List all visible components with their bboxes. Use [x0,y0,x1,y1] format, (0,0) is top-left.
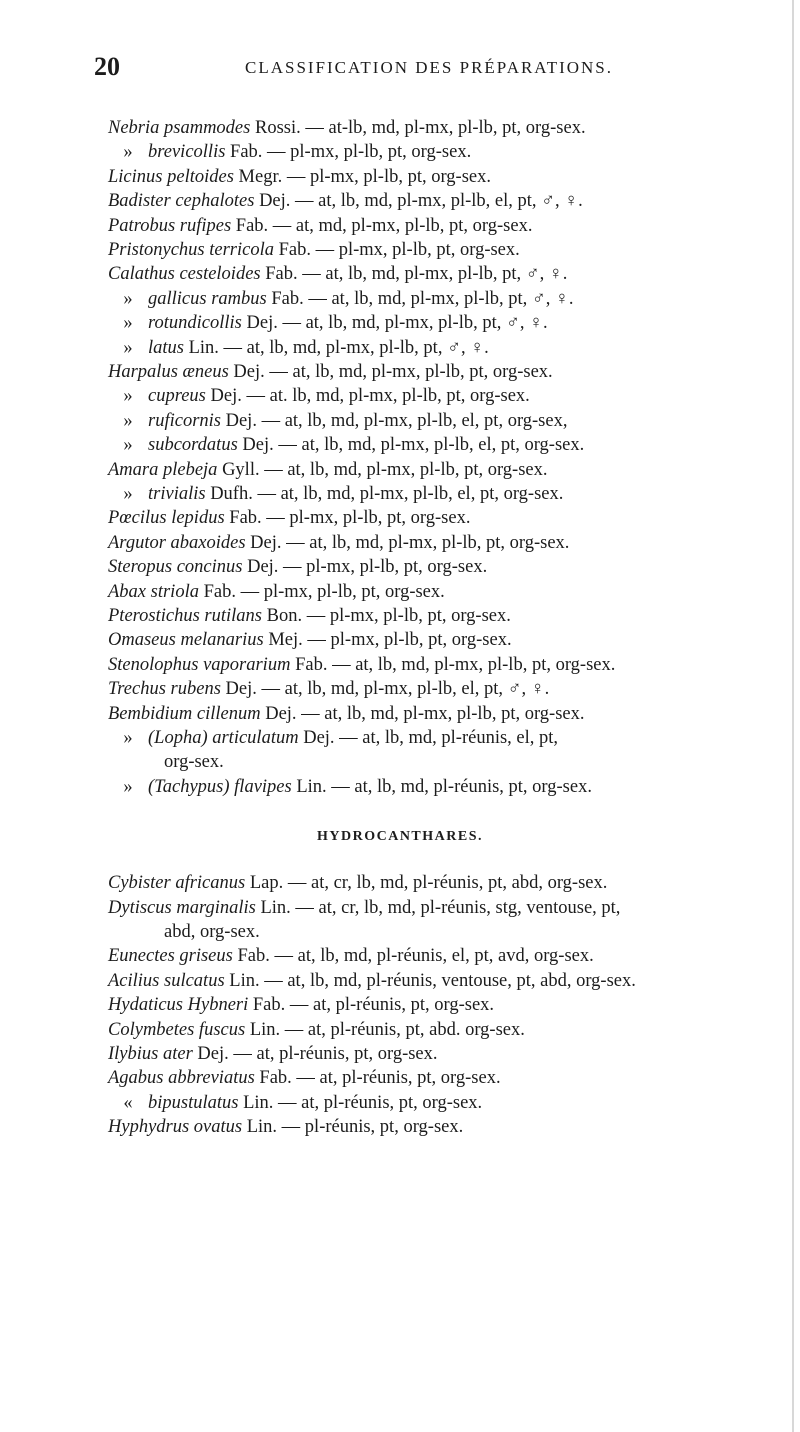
species-entry [108,896,780,944]
species-entry [108,140,780,164]
species-entry [108,1066,780,1090]
page-number: 20 [94,52,120,81]
species-details: Lin. — pl-réunis, pt, org-sex. [242,1117,464,1138]
species-name: brevicollis [148,142,226,163]
species-entry [108,165,780,189]
species-details: Dej. — at, lb, md, pl-réunis, el, pt, [298,728,559,748]
species-entry [108,969,780,993]
species-details: Fab. — pl-mx, pl-lb, pt, org-sex. [224,508,471,529]
species-details: Dej. — at, lb, md, pl-mx, pl-lb, pt, org-sex. [245,532,570,553]
ditto-mark: » [123,386,133,407]
species-entry [108,580,780,604]
species-entry [108,993,780,1017]
species-details: Dej. — at, lb, md, pl-mx, pl-lb, el, pt, ♂, ♀. [254,191,583,212]
species-name: rotundicollis [148,313,242,334]
species-details: Fab. — at, md, pl-mx, pl-lb, pt, org-sex. [231,215,533,236]
species-details: Megr. — pl-mx, pl-lb, pt, org-sex. [233,166,492,187]
species-details: Lin. — at, lb, md, pl-réunis, pt, org-sex. [291,776,592,797]
species-details: Fab. — pl-mx, pl-lb, pt, org-sex. [225,142,472,163]
species-name: Hyphydrus ovatus [108,1117,243,1138]
page-header [94,52,764,84]
species-details: Gyll. — at, lb, md, pl-mx, pl-lb, pt, org-sex. [217,459,548,480]
species-entry [108,1042,780,1066]
species-details: Dej. — at, lb, md, pl-mx, pl-lb, el, pt, org-sex, [220,410,568,431]
species-entry [108,628,780,652]
species-entry [108,653,780,677]
ditto-mark: » [123,484,133,504]
species-details: Lin. — at, pl-réunis, pt, org-sex. [238,1092,483,1113]
species-name: gallicus rambus [148,288,267,309]
species-entry [108,409,780,433]
species-entry [108,944,780,968]
species-name: Steropus concinus [108,557,243,578]
species-name: Stenolophus vaporarium [108,654,291,675]
species-name: Eunectes griseus [108,946,233,967]
species-entry [108,189,780,213]
ditto-mark: » [123,776,133,797]
species-name: Ilybius ater [108,1044,193,1064]
species-name: Licinus peltoides [108,166,234,187]
species-entry [108,1115,780,1139]
species-details: Fab. — at, lb, md, pl-mx, pl-lb, pt, ♂, ♀. [260,264,568,285]
species-details: Fab. — at, lb, md, pl-réunis, el, pt, avd, org-sex. [232,946,594,967]
species-name: Dytiscus marginalis [108,897,256,918]
species-name: Acilius sulcatus [108,970,225,991]
species-details: Lin. — at, lb, md, pl-réunis, ventouse, pt, abd, org-sex. [224,970,636,991]
ditto-mark: » [123,337,133,358]
species-entry [108,360,780,384]
species-name: Bembidium cillenum [108,703,261,724]
species-details: Fab. — at, lb, md, pl-mx, pl-lb, pt, ♂, ♀. [266,288,574,309]
species-name: Badister cephalotes [108,191,255,212]
species-name: Pristonychus terricola [108,240,274,260]
species-details-continued: org-sex. [164,752,224,772]
species-name: Colymbetes fuscus [108,1019,246,1040]
species-name: (Lopha) articulatum [148,728,299,748]
species-details: Bon. — pl-mx, pl-lb, pt, org-sex. [262,606,511,626]
species-details: Dej. — at, lb, md, pl-mx, pl-lb, pt, ♂, ♀. [241,313,548,334]
ditto-mark: » [123,288,133,309]
species-name: bipustulatus [148,1092,239,1113]
species-details: Fab. — pl-mx, pl-lb, pt, org-sex. [198,581,445,602]
species-entry [108,116,780,140]
species-details: Lap. — at, cr, lb, md, pl-réunis, pt, abd, org-sex. [245,873,608,894]
ditto-mark: » [123,728,133,748]
species-name: Nebria psammodes [108,118,251,138]
species-entry [108,384,780,408]
species-name: Amara plebeja [108,459,218,480]
species-name: Agabus abbreviatus [108,1068,255,1089]
species-name: Argutor abaxoides [108,532,246,553]
species-name: Pterostichus rutilans [108,606,262,626]
ditto-mark: » [123,313,133,334]
species-entry [108,311,780,335]
species-details: Dej. — pl-mx, pl-lb, pt, org-sex. [242,557,488,578]
species-details: Lin. — at, pl-réunis, pt, abd. org-sex. [245,1019,525,1040]
species-details: Rossi. — at-lb, md, pl-mx, pl-lb, pt, org-sex. [250,118,586,138]
ditto-mark: » [123,410,133,431]
running-title: CLASSIFICATION DES PRÉPARATIONS. [244,58,614,77]
species-entry [108,1091,780,1115]
species-name: Cybister africanus [108,873,246,894]
species-details: Lin. — at, cr, lb, md, pl-réunis, stg, ventouse, pt, [255,897,621,918]
section-title: HYDROCANTHARES. [316,829,483,845]
species-entry [108,458,780,482]
species-name: trivialis [148,484,206,504]
species-details: Fab. — at, lb, md, pl-mx, pl-lb, pt, org-sex. [290,654,616,675]
species-entry [108,531,780,555]
species-entry [108,262,780,286]
species-details: Fab. — pl-mx, pl-lb, pt, org-sex. [273,240,520,260]
page-edge-divider [792,0,794,1432]
species-entry [108,238,780,262]
species-details: Dej. — at, lb, md, pl-mx, pl-lb, pt, org-sex. [260,703,585,724]
species-name: Trechus rubens [108,679,221,700]
species-details: Dej. — at. lb, md, pl-mx, pl-lb, pt, org-sex. [205,386,530,407]
species-entry [108,482,780,506]
species-name: Calathus cesteloides [108,264,261,285]
species-name: latus [148,337,184,358]
species-entry [108,214,780,238]
species-details: Fab. — at, pl-réunis, pt, org-sex. [248,995,495,1016]
species-entry [108,677,780,701]
species-entry [108,1018,780,1042]
species-entry [108,287,780,311]
species-details-continued: abd, org-sex. [164,921,260,942]
species-name: subcordatus [148,435,238,456]
species-entry [108,555,780,579]
species-name: Patrobus rufipes [108,215,232,236]
species-entry [108,433,780,457]
species-name: ruficornis [148,410,221,431]
species-entry [108,506,780,530]
species-details: Dufh. — at, lb, md, pl-mx, pl-lb, el, pt, org-sex. [205,484,564,504]
species-name: Pœcilus lepidus [108,508,225,529]
ditto-mark: » [123,435,133,456]
species-name: Hydaticus Hybneri [108,995,249,1016]
species-details: Lin. — at, lb, md, pl-mx, pl-lb, pt, ♂, ♀. [183,337,489,358]
species-details: Dej. — at, pl-réunis, pt, org-sex. [192,1044,438,1064]
species-details: Dej. — at, lb, md, pl-mx, pl-lb, el, pt, ♂, ♀. [220,679,550,700]
species-entry [108,702,780,726]
ditto-mark: « [123,1092,133,1113]
species-name: Omaseus melanarius [108,630,264,651]
species-entry [108,336,780,360]
species-entry [108,726,780,774]
species-details: Fab. — at, pl-réunis, pt, org-sex. [254,1068,501,1089]
species-entry [108,604,780,628]
species-name: Abax striola [108,581,199,602]
species-name: (Tachypus) flavipes [148,776,292,797]
species-name: Harpalus æneus [108,362,229,382]
species-details: Dej. — at, lb, md, pl-mx, pl-lb, el, pt, org-sex. [237,435,585,456]
species-details: Mej. — pl-mx, pl-lb, pt, org-sex. [263,630,512,651]
species-details: Dej. — at, lb, md, pl-mx, pl-lb, pt, org-sex. [228,362,553,382]
ditto-mark: » [123,142,133,163]
species-entry [108,871,780,895]
species-entry [108,775,780,799]
species-name: cupreus [148,386,206,407]
